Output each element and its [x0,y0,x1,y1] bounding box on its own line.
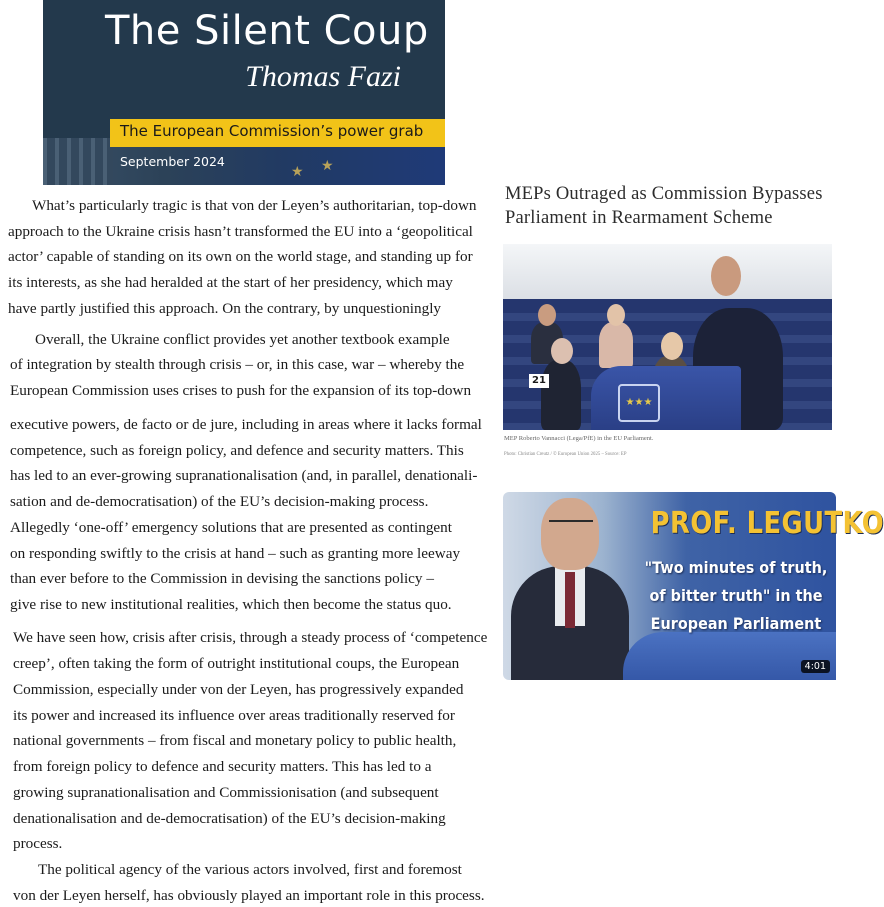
parliament-wall [503,244,832,304]
seat-number: 21 [529,374,549,388]
eu-parliament-logo-icon: ★★★ [618,384,660,422]
person-head [661,332,683,360]
speaker-head [711,256,741,296]
video-duration-badge: 4:01 [801,660,830,673]
body-line: its power and increased its influence over areas traditionally reserved for [13,707,455,724]
video-thumbnail[interactable] [503,492,884,680]
speaker-tie [565,572,575,628]
body-line: We have seen how, crisis after crisis, through a steady process of ‘competence [13,629,488,646]
glasses-icon [549,520,593,532]
eu-star-icon: ★ [291,165,304,180]
book-banner [43,0,445,185]
body-line: actor’ capable of standing on its own on the world stage, and standing up for [8,248,473,265]
article-headline-line: MEPs Outraged as Commission Bypasses [505,184,823,204]
article-photo[interactable] [503,244,832,430]
banner-author: Thomas Fazi [245,60,401,93]
video-subtitle-line: of bitter truth" in the [649,586,823,605]
body-line: Commission, especially under von der Leyen, has progressively expanded [13,681,464,698]
body-line: creep’, often taking the form of outright institutional coups, the European [13,655,460,672]
body-line: its interests, as she had heralded at the start of her presidency, which may [8,274,453,291]
banner-title: The Silent Coup [105,8,429,54]
body-line: national governments – from fiscal and monetary policy to public health, [13,732,457,749]
person-figure [541,360,581,430]
photo-credit: Photo: Christian Creutz / © European Union 2025 – Source: EP [504,452,627,457]
body-line: give rise to new institutional realities, which then become the status quo. [10,596,452,613]
article-headline-link[interactable] [505,182,835,230]
body-line: Allegedly ‘one-off’ emergency solutions that are presented as contingent [10,519,452,536]
video-subtitle-line: "Two minutes of truth, [644,558,828,577]
lectern [591,366,741,430]
body-line: have partly justified this approach. On the contrary, by unquestioningly [8,300,442,317]
body-line: von der Leyen herself, has obviously played an important role in this process. [13,887,485,904]
eu-star-icon: ★ [321,159,334,174]
body-line: of integration by stealth through crisis – or, in this case, war – whereby the [10,356,465,373]
body-line: than ever before to the Commission in devising the sanctions policy – [10,570,434,587]
speaker-head [541,498,599,570]
body-line: approach to the Ukraine crisis hasn’t transformed the EU into a ‘geopolitical [8,223,473,240]
body-line: growing supranationalisation and Commissionisation (and subsequent [13,784,439,801]
video-subtitle [643,554,828,638]
article-headline-line: Parliament in Rearmament Scheme [505,208,773,228]
body-line: executive powers, de facto or de jure, including in areas where it lacks formal [10,416,482,433]
body-line: process. [13,835,63,852]
body-line: What’s particularly tragic is that von der Leyen’s authoritarian, top-down [32,197,477,214]
body-line: denationalisation and de-democratisation) of the EU’s decision-making [13,810,446,827]
body-line: The political agency of the various actors involved, first and foremost [38,861,462,878]
person-head [607,304,625,326]
photo-caption: MEP Roberto Vannacci (Lega/PfE) in the EU Parliament. [504,435,654,442]
person-figure [599,322,633,368]
person-head [551,338,573,364]
video-subtitle-line: European Parliament [650,614,822,633]
banner-date: September 2024 [120,154,225,169]
banner-subtitle: The European Commission’s power grab [120,122,424,140]
video-title: PROF. LEGUTKO [650,506,884,541]
body-line: competence, such as foreign policy, and defence and security matters. This [10,442,464,459]
body-line: on responding swiftly to the crisis at hand – such as granting more leeway [10,545,461,562]
body-line: Overall, the Ukraine conflict provides yet another textbook example [35,331,450,348]
body-line: from foreign policy to defence and security matters. This has led to a [13,758,432,775]
body-line: has led to an ever-growing supranationalisation (and, in parallel, denationali- [10,467,478,484]
body-line: European Commission uses crises to push for the expansion of its top-down [10,382,472,399]
person-head [538,304,556,326]
body-line: sation and de-democratisation) of the EU’s decision-making process. [10,493,429,510]
